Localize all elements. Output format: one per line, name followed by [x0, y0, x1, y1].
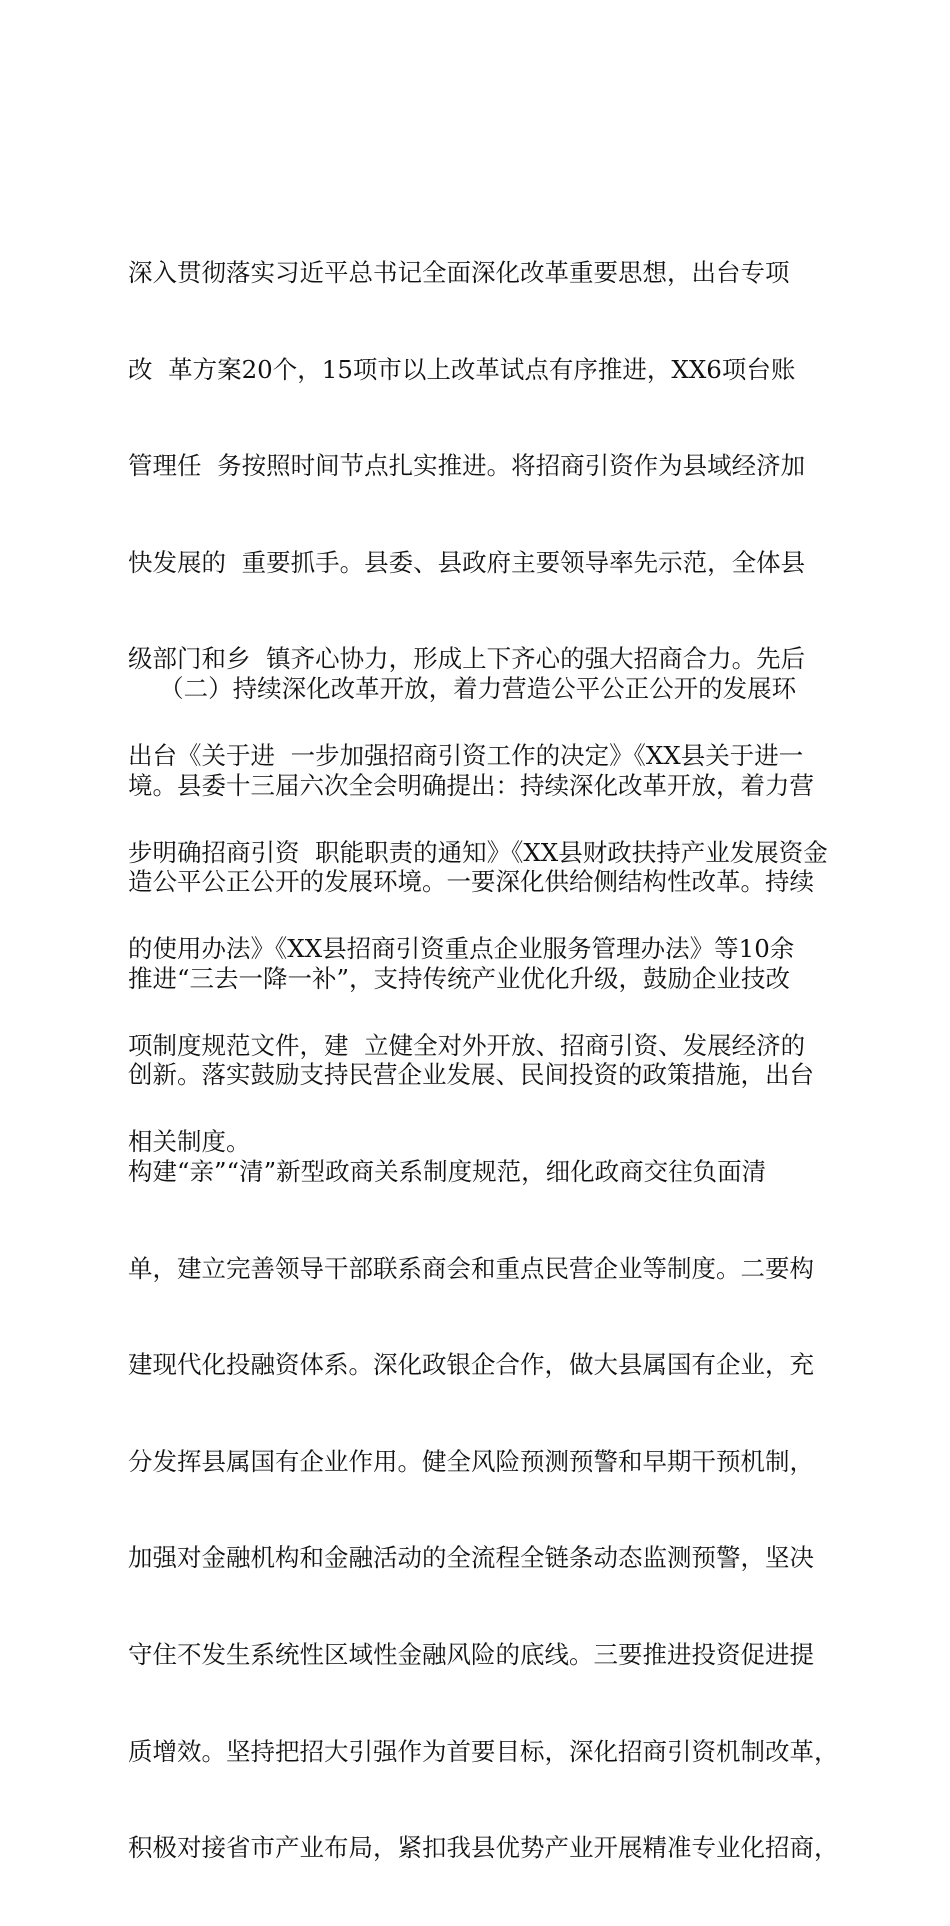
text-line: 相关制度。: [128, 1127, 251, 1157]
text-line: 境。县委十三届六次全会明确提出：持续深化改革开放，着力营: [128, 770, 814, 800]
text-line: 的使用办法》《XX县招商引资重点企业服务管理办法》等10余: [128, 934, 795, 964]
text-line: 推进“三去一降一补”，支持传统产业优化升级，鼓励企业技改: [128, 963, 791, 993]
text-line: 构建“亲”“清”新型政商关系制度规范，细化政商交往负面清: [128, 1156, 767, 1186]
text-line: 项制度规范文件，建 立健全对外开放、招商引资、发展经济的: [128, 1030, 806, 1060]
text-line: 加强对金融机构和金融活动的全流程全链条动态监测预警，坚决: [128, 1543, 814, 1573]
text-line: 守住不发生系统性区域性金融风险的底线。三要推进投资促进提: [128, 1639, 814, 1669]
text-line: 分发挥县属国有企业作用。健全风险预测预警和早期干预机制，: [128, 1446, 814, 1476]
text-line: 管理任 务按照时间节点扎实推进。将招商引资作为县域经济加: [128, 451, 806, 481]
text-line: 出台《关于进 一步加强招商引资工作的决定》《XX县关于进一: [128, 740, 804, 770]
text-line: 建现代化投融资体系。深化政银企合作，做大县属国有企业，充: [128, 1350, 814, 1380]
section-heading-line: （二）持续深化改革开放，着力营造公平公正公开的发展环: [128, 674, 797, 703]
text-line: 质增效。坚持把招大引强作为首要目标，深化招商引资机制改革，: [128, 1736, 839, 1766]
text-line: 单，建立完善领导干部联系商会和重点民营企业等制度。二要构: [128, 1253, 814, 1283]
text-line: 步明确招商引资 职能职责的通知》《XX县财政扶持产业发展资金: [128, 837, 828, 867]
text-line: 积极对接省市产业布局，紧扣我县优势产业开展精准专业化招商，: [128, 1833, 839, 1863]
paragraph-section-two: [128, 612, 858, 1926]
text-line: 造公平公正公开的发展环境。一要深化供给侧结构性改革。持续: [128, 867, 814, 897]
text-line: 级部门和乡 镇齐心协力，形成上下齐心的强大招商合力。先后: [128, 644, 806, 674]
text-line: 改 革方案20个，15项市以上改革试点有序推进，XX6项台账: [128, 354, 796, 384]
text-line: 创新。落实鼓励支持民营企业发展、民间投资的政策措施，出台: [128, 1060, 814, 1090]
text-line: 深入贯彻落实习近平总书记全面深化改革重要思想，出台专项: [128, 258, 790, 287]
text-line: 快发展的 重要抓手。县委、县政府主要领导率先示范，全体县: [128, 547, 806, 577]
